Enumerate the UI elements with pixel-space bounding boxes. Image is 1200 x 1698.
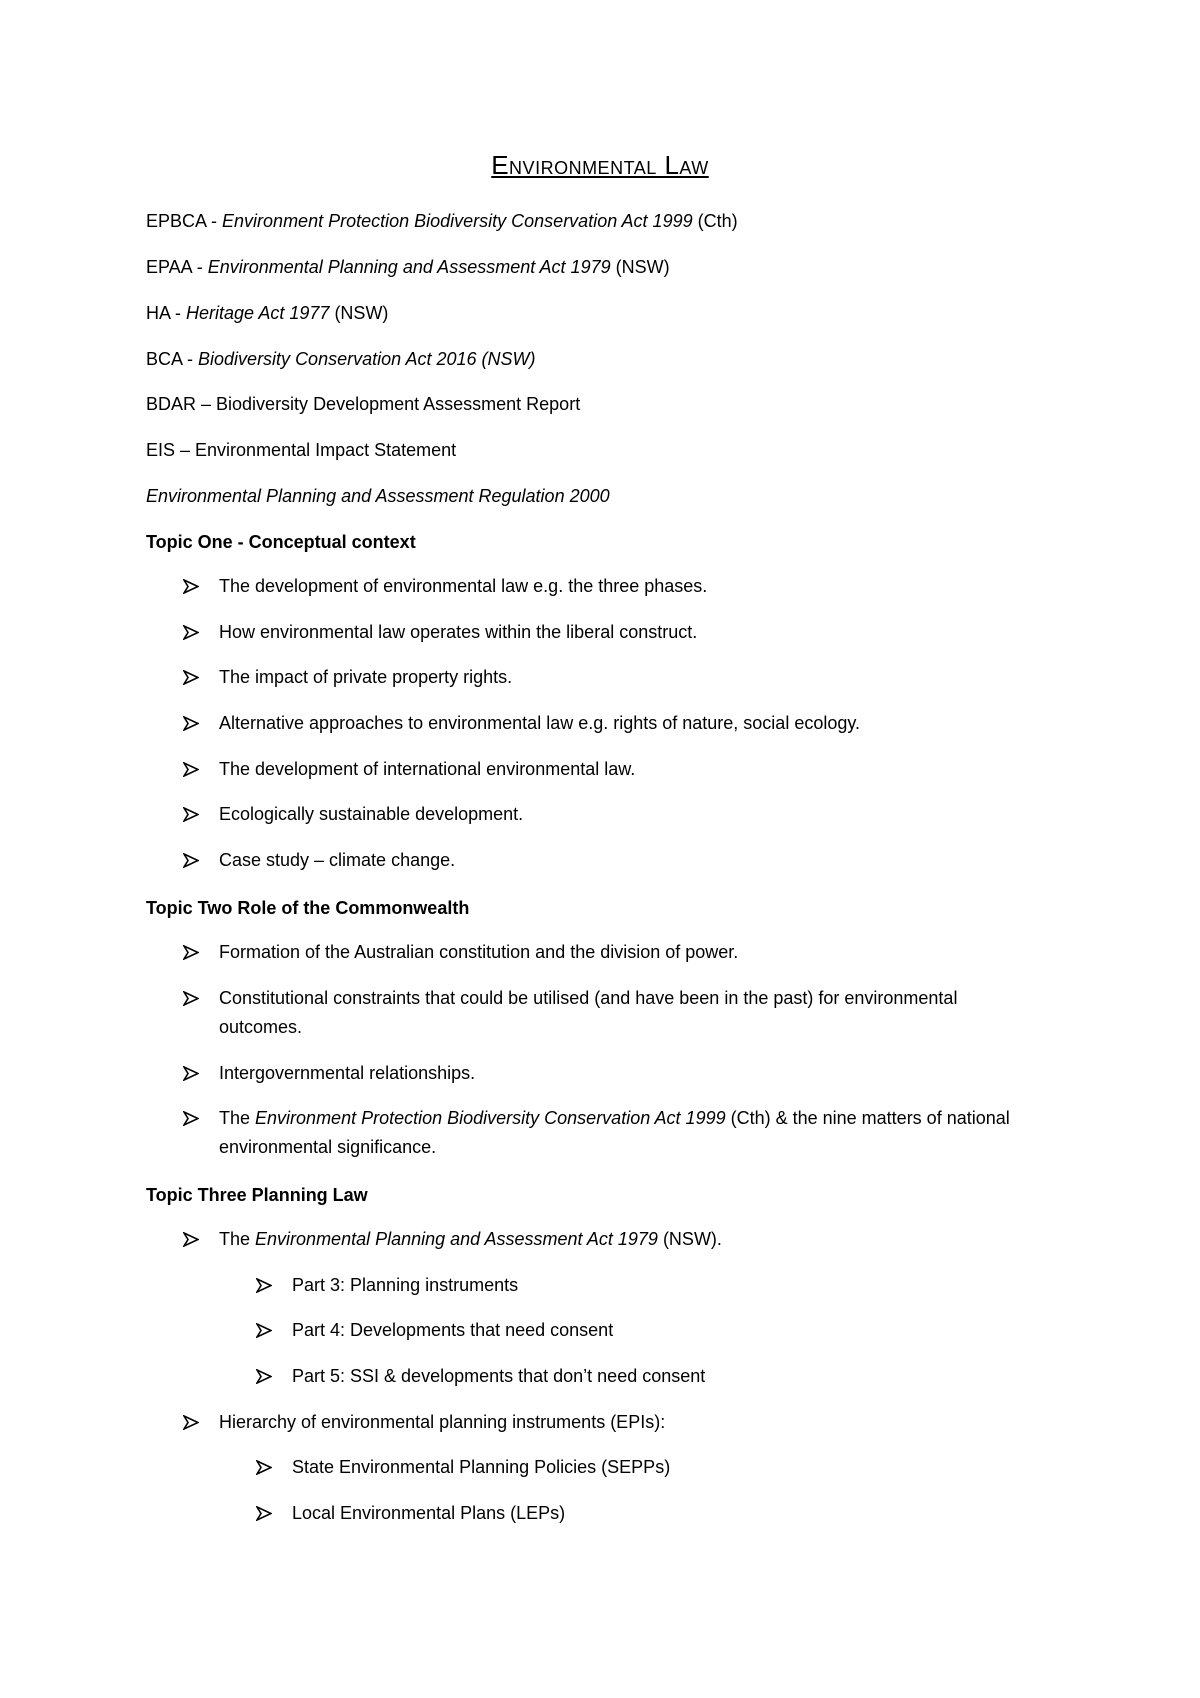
arrow-bullet-icon bbox=[256, 1316, 276, 1345]
list-item bbox=[183, 1225, 1043, 1254]
abbreviation: BDAR bbox=[146, 394, 197, 414]
abbreviation-meaning: Environmental Impact Statement bbox=[195, 440, 457, 460]
list-item-text: Hierarchy of environmental planning instruments (EPIs): bbox=[219, 1412, 666, 1432]
list-item bbox=[183, 663, 1043, 692]
topic-three-heading: Topic Three Planning Law bbox=[146, 1185, 368, 1205]
sub-list-item-text: Local Environmental Plans (LEPs) bbox=[292, 1503, 566, 1523]
arrow-bullet-icon bbox=[256, 1499, 276, 1528]
abbreviation-line bbox=[146, 256, 670, 278]
arrow-bullet-icon bbox=[183, 938, 203, 967]
act-name: Environmental Planning and Assessment Act 1979 bbox=[255, 1229, 658, 1249]
list-item-text: Constitutional constraints that could be utilised (and have been in the past) for environmental outcomes. bbox=[219, 988, 958, 1037]
abbreviation: BCA bbox=[146, 349, 183, 369]
jurisdiction: (NSW) bbox=[610, 257, 670, 277]
list-item bbox=[183, 984, 1043, 1042]
sub-list-item bbox=[256, 1271, 1036, 1300]
arrow-bullet-icon bbox=[183, 1104, 203, 1133]
document-title: Environmental Law bbox=[491, 150, 709, 180]
abbreviation-meaning: Biodiversity Development Assessment Report bbox=[216, 394, 581, 414]
abbreviation: EPBCA bbox=[146, 211, 207, 231]
regulation-name: Environmental Planning and Assessment Regulation 2000 bbox=[146, 486, 610, 506]
abbreviation-line bbox=[146, 302, 388, 324]
list-item-text-post: (Cth) & the nine matters of national environmental significance. bbox=[219, 1108, 1010, 1157]
list-item-text: The development of environmental law e.g. the three phases. bbox=[219, 576, 708, 596]
act-name: Heritage Act 1977 bbox=[186, 303, 330, 323]
arrow-bullet-icon bbox=[183, 1408, 203, 1437]
list-item-text: Case study – climate change. bbox=[219, 850, 456, 870]
act-name: Environment Protection Biodiversity Conservation Act 1999 bbox=[222, 211, 693, 231]
list-item-text-post: (NSW). bbox=[657, 1229, 722, 1249]
arrow-bullet-icon bbox=[183, 755, 203, 784]
arrow-bullet-icon bbox=[183, 984, 203, 1013]
separator: - bbox=[182, 349, 199, 369]
separator: – bbox=[175, 440, 196, 460]
sub-list-item-text: State Environmental Planning Policies (SEPPs) bbox=[292, 1457, 671, 1477]
list-item bbox=[183, 618, 1043, 647]
act-name: Biodiversity Conservation Act 2016 (NSW) bbox=[198, 349, 536, 369]
list-item-text: Ecologically sustainable development. bbox=[219, 804, 524, 824]
list-item bbox=[183, 800, 1043, 829]
list-item-text: Alternative approaches to environmental law e.g. rights of nature, social ecology. bbox=[219, 713, 861, 733]
jurisdiction: (NSW) bbox=[329, 303, 389, 323]
list-item-text: Intergovernmental relationships. bbox=[219, 1063, 476, 1083]
act-name: Environmental Planning and Assessment Act 1979 bbox=[207, 257, 611, 277]
list-item bbox=[183, 709, 1043, 738]
abbreviation: HA bbox=[146, 303, 171, 323]
sub-list-item-text: Part 3: Planning instruments bbox=[292, 1275, 519, 1295]
list-item-text-pre: The bbox=[219, 1108, 256, 1128]
sub-list-item bbox=[256, 1316, 1036, 1345]
list-item bbox=[183, 1104, 1043, 1162]
act-name: Environment Protection Biodiversity Conservation Act 1999 bbox=[255, 1108, 726, 1128]
arrow-bullet-icon bbox=[183, 846, 203, 875]
list-item bbox=[183, 755, 1043, 784]
arrow-bullet-icon bbox=[183, 1225, 203, 1254]
list-item-text: The impact of private property rights. bbox=[219, 667, 513, 687]
list-item-text: Formation of the Australian constitution and the division of power. bbox=[219, 942, 739, 962]
abbreviation-line bbox=[146, 393, 580, 415]
list-item bbox=[183, 846, 1043, 875]
separator: – bbox=[196, 394, 217, 414]
separator: - bbox=[170, 303, 187, 323]
sub-list-item bbox=[256, 1499, 1036, 1528]
arrow-bullet-icon bbox=[183, 572, 203, 601]
sub-list-item-text: Part 5: SSI & developments that don’t need consent bbox=[292, 1366, 706, 1386]
list-item bbox=[183, 1408, 1043, 1437]
abbreviation-line bbox=[146, 439, 456, 461]
separator: - bbox=[206, 211, 223, 231]
separator: - bbox=[191, 257, 208, 277]
list-item bbox=[183, 1059, 1043, 1088]
abbreviation: EPAA bbox=[146, 257, 192, 277]
arrow-bullet-icon bbox=[183, 663, 203, 692]
arrow-bullet-icon bbox=[183, 1059, 203, 1088]
sub-list-item bbox=[256, 1453, 1036, 1482]
list-item-text-pre: The bbox=[219, 1229, 256, 1249]
jurisdiction: (Cth) bbox=[692, 211, 738, 231]
sub-list-item bbox=[256, 1362, 1036, 1391]
arrow-bullet-icon bbox=[183, 800, 203, 829]
abbreviation-line bbox=[146, 348, 536, 370]
arrow-bullet-icon bbox=[256, 1362, 276, 1391]
arrow-bullet-icon bbox=[256, 1453, 276, 1482]
abbreviation: EIS bbox=[146, 440, 176, 460]
arrow-bullet-icon bbox=[256, 1271, 276, 1300]
topic-one-heading: Topic One - Conceptual context bbox=[146, 532, 416, 552]
topic-two-heading: Topic Two Role of the Commonwealth bbox=[146, 898, 470, 918]
list-item bbox=[183, 572, 1043, 601]
arrow-bullet-icon bbox=[183, 709, 203, 738]
arrow-bullet-icon bbox=[183, 618, 203, 647]
abbreviation-line bbox=[146, 210, 738, 232]
list-item-text: The development of international environmental law. bbox=[219, 759, 636, 779]
list-item-text: How environmental law operates within the liberal construct. bbox=[219, 622, 698, 642]
list-item bbox=[183, 938, 1043, 967]
sub-list-item-text: Part 4: Developments that need consent bbox=[292, 1320, 614, 1340]
